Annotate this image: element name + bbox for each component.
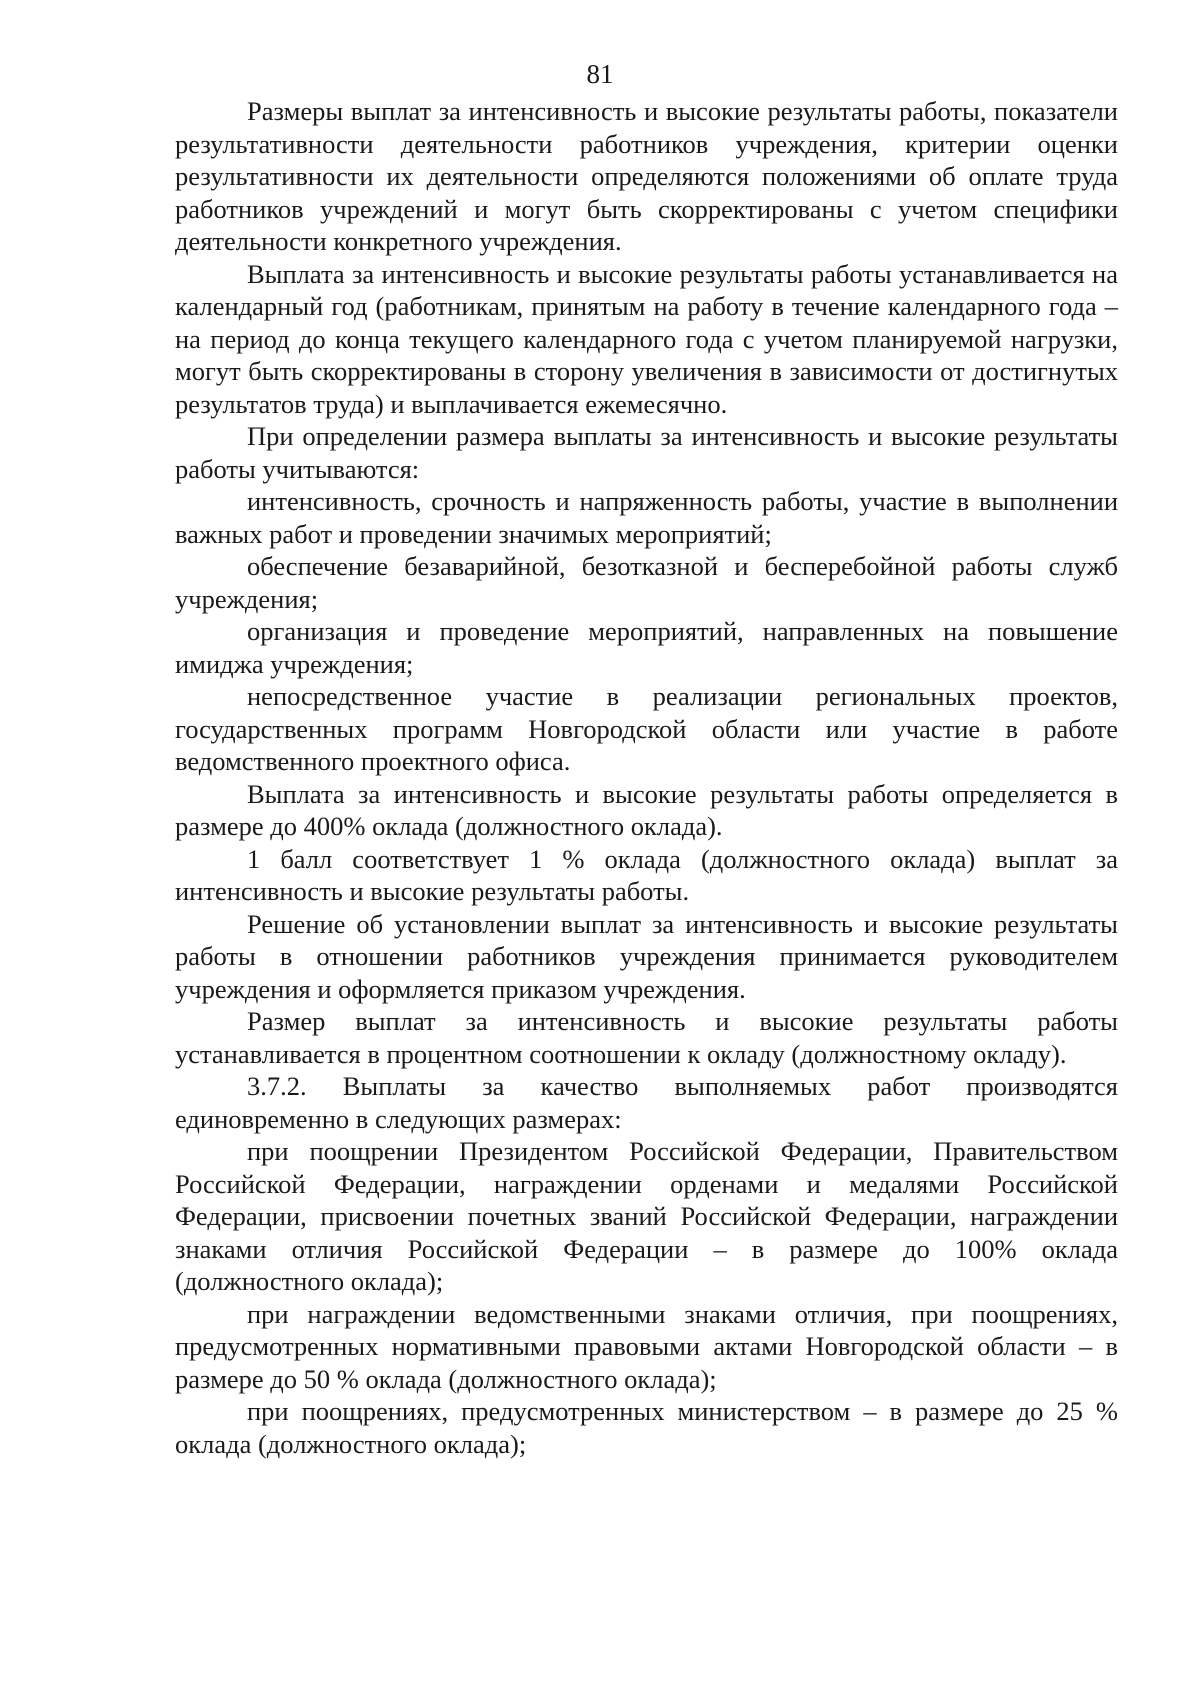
paragraph-payment-period: Выплата за интенсивность и высокие результаты работы устанавливается на календарный год (работникам, принятым на работу в течение календарного года – на период до конца текущего календарного года с учетом планируемой нагрузки, могут быть скорректированы в сторону увеличения в зависимости от достигнутых результатов труда) и выплачивается ежемесячно. [175,258,1118,419]
paragraph-criteria-intro: При определении размера выплаты за интенсивность и высокие результаты работы учитываются: [175,421,1118,484]
paragraph-point-value: 1 балл соответствует 1 % оклада (должностного оклада) выплат за интенсивность и высокие результаты работы. [175,843,1118,906]
paragraph-ministry-awards: при поощрениях, предусмотренных министерством – в размере до 25 % оклада (должностного оклада); [175,1396,1118,1459]
paragraph-percentage: Размер выплат за интенсивность и высокие результаты работы устанавливается в процентном соотношении к окладу (должностному окладу). [175,1006,1118,1069]
paragraph-criterion-intensity: интенсивность, срочность и напряженность работы, участие в выполнении важных работ и проведении значимых мероприятий; [175,486,1118,549]
page-number: 81 [586,59,614,89]
paragraph-decision: Решение об установлении выплат за интенсивность и высокие результаты работы в отношении работников учреждения принимается руководителем учреждения и оформляется приказом учреждения. [175,908,1118,1004]
paragraph-payment-sizes: Размеры выплат за интенсивность и высокие результаты работы, показатели результативности деятельности работников учреждения, критерии оценки результативности их деятельности определяются положениями об оплате труда работников учреждений и могут быть скорректированы с учетом специфики деятельности конкретного учреждения. [175,96,1118,256]
paragraph-regional-awards: при награждении ведомственными знаками отличия, при поощрениях, предусмотренных нормативными правовыми актами Новгородской области – в размере до 50 % оклада (должностного оклада); [175,1298,1118,1394]
paragraph-criterion-projects: непосредственное участие в реализации региональных проектов, государственных программ Новгородской области или участие в работе ведомственного проектного офиса. [175,681,1118,776]
paragraph-criterion-image: организация и проведение мероприятий, направленных на повышение имиджа учреждения; [175,616,1118,679]
paragraph-section-3-7-2: 3.7.2. Выплаты за качество выполняемых работ производятся единовременно в следующих размерах: [175,1071,1118,1134]
paragraph-max-size: Выплата за интенсивность и высокие результаты работы определяется в размере до 400% оклада (должностного оклада). [175,778,1118,841]
paragraph-criterion-reliability: обеспечение безаварийной, безотказной и бесперебойной работы служб учреждения; [175,551,1118,614]
paragraph-federal-awards: при поощрении Президентом Российской Федерации, Правительством Российской Федерации, награждении орденами и медалями Российской Федерации, присвоении почетных званий Российской Федерации, награждении знаками отличия Российской Федерации – в размере до 100% оклада (должностного оклада); [175,1136,1118,1296]
document-body [175,95,1118,1460]
